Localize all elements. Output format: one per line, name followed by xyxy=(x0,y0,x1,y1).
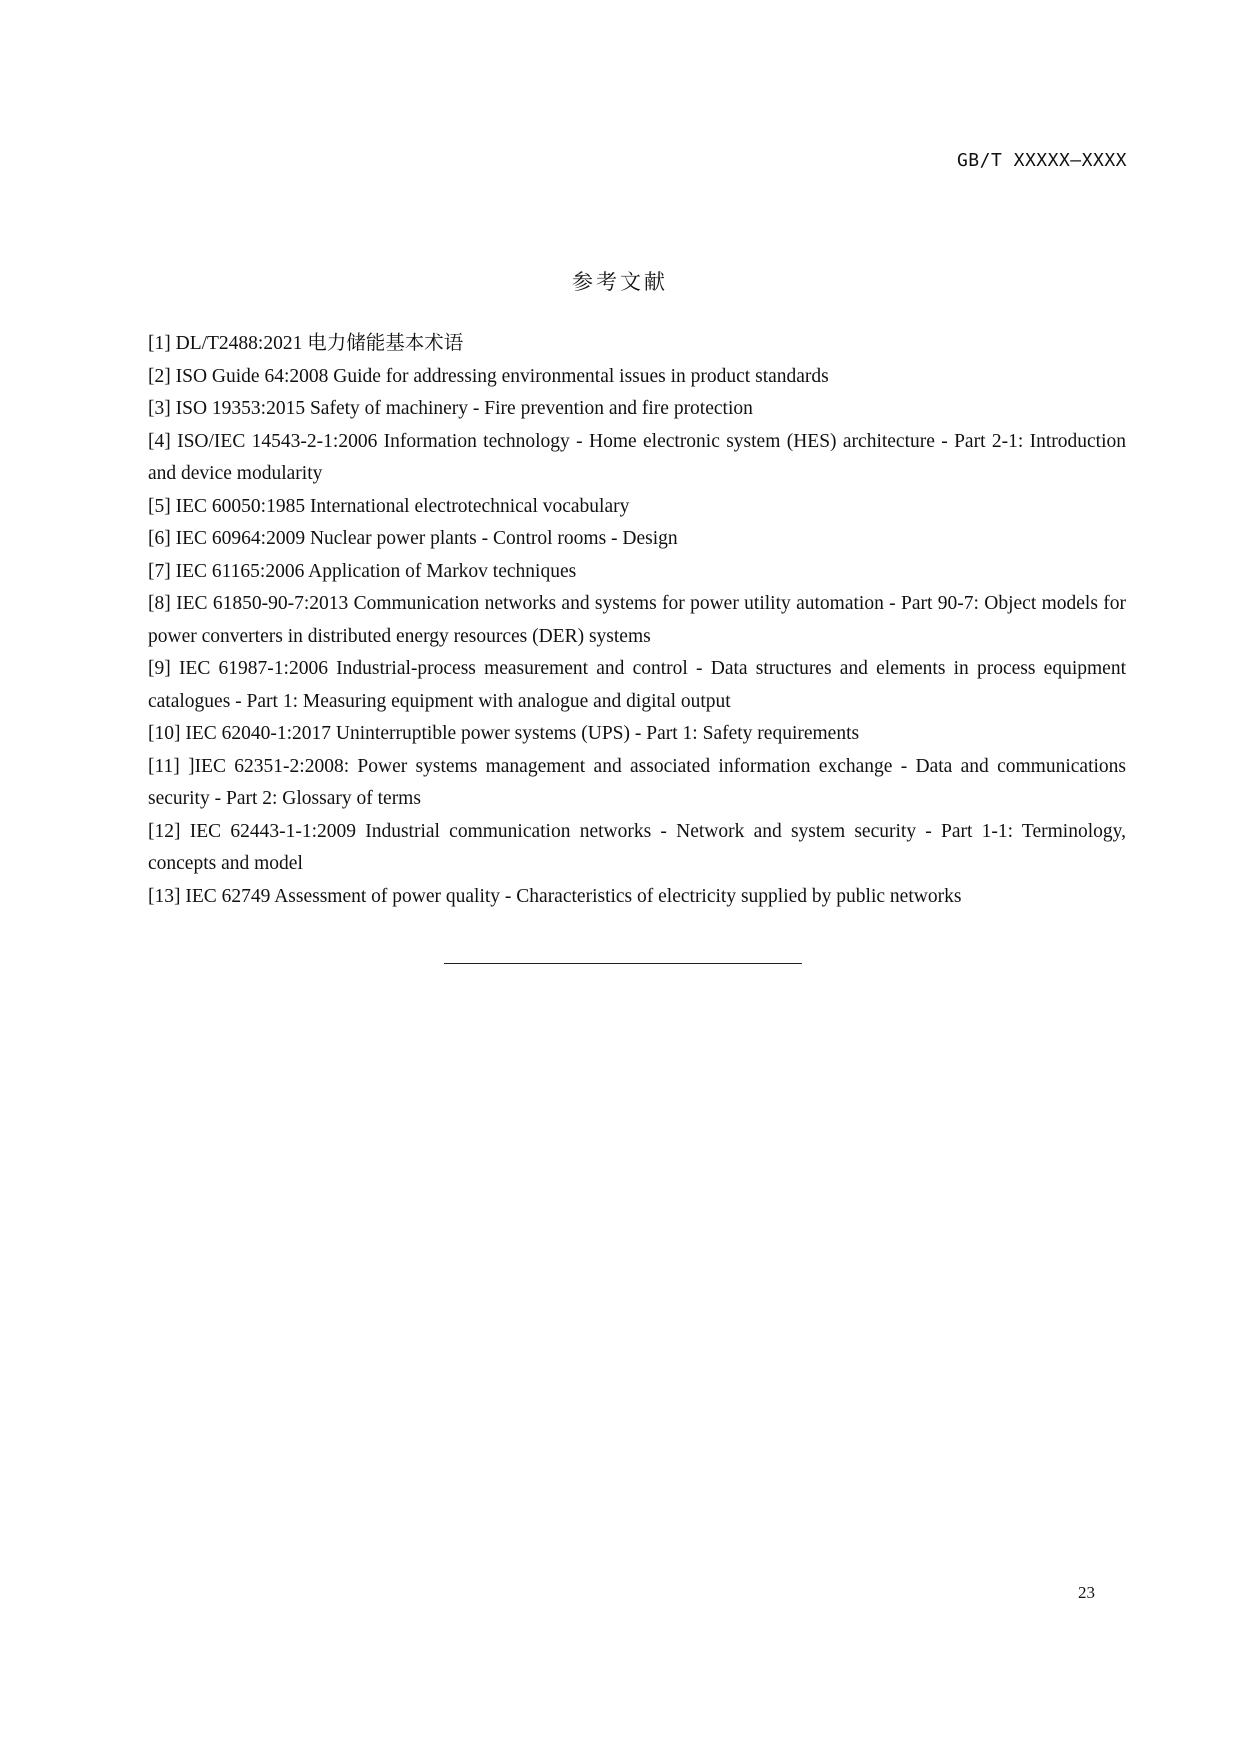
reference-list xyxy=(148,328,1126,913)
reference-item: [6] IEC 60964:2009 Nuclear power plants - Control rooms - Design xyxy=(148,528,678,549)
reference-item: [2] ISO Guide 64:2008 Guide for addressing environmental issues in product standards xyxy=(148,365,829,387)
reference-item: [12] IEC 62443-1-1:2009 Industrial communication networks - Network and system security - Part 1-1: Terminology, concepts and model xyxy=(148,820,1126,874)
reference-item: [4] ISO/IEC 14543-2-1:2006 Information technology - Home electronic system (HES) architecture - Part 2-1: Introduction and device modularity xyxy=(148,430,1126,484)
standard-code: GB/T XXXXX—XXXX xyxy=(956,150,1127,171)
reference-item: [11] ]IEC 62351-2:2008: Power systems management and associated information exchange - Data and communications security - Part 2: Glossary of terms xyxy=(148,755,1126,809)
reference-item: [10] IEC 62040-1:2017 Uninterruptible power systems (UPS) - Part 1: Safety requirements xyxy=(148,723,860,744)
reference-item: [1] DL/T2488:2021 电力储能基本术语 xyxy=(148,333,464,354)
section-title: 参考文献 xyxy=(572,270,668,294)
end-divider xyxy=(444,963,802,964)
page-number: 23 xyxy=(1078,1583,1095,1602)
reference-item: [5] IEC 60050:1985 International electrotechnical vocabulary xyxy=(148,495,630,517)
reference-item: [7] IEC 61165:2006 Application of Markov techniques xyxy=(148,560,577,582)
reference-item: [9] IEC 61987-1:2006 Industrial-process measurement and control - Data structures and elements in process equipment catalogues - Part 1: Measuring equipment with analogue and digital output xyxy=(148,658,1126,712)
reference-item: [13] IEC 62749 Assessment of power quality - Characteristics of electricity supplied by public networks xyxy=(148,885,962,907)
reference-item: [3] ISO 19353:2015 Safety of machinery - Fire prevention and fire protection xyxy=(148,398,753,419)
reference-item: [8] IEC 61850-90-7:2013 Communication networks and systems for power utility automation - Part 90-7: Object models for power converters in distributed energy resources (DER) systems xyxy=(148,593,1126,647)
